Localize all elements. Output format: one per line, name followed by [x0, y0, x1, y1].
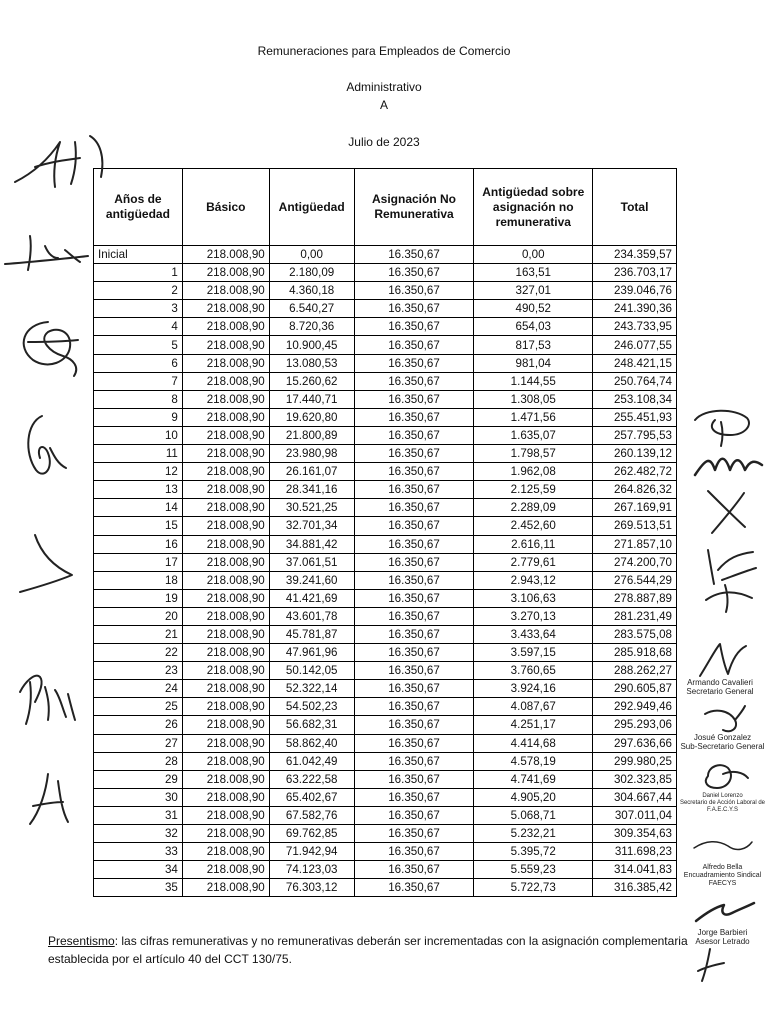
- table-cell: 16.350,67: [354, 644, 474, 662]
- table-cell: 218.008,90: [182, 390, 269, 408]
- signatory-3: [675, 793, 768, 814]
- document-level: A: [379, 98, 388, 112]
- table-cell: 163,51: [474, 264, 593, 282]
- table-cell: 3.433,64: [474, 625, 593, 643]
- table-cell: 28: [94, 752, 183, 770]
- table-cell: 21.800,89: [269, 426, 354, 444]
- table-cell: 3.270,13: [474, 607, 593, 625]
- table-row: [94, 499, 677, 517]
- table-cell: 32: [94, 825, 183, 843]
- table-cell: 16.350,67: [354, 264, 474, 282]
- table-cell: 6: [94, 354, 183, 372]
- table-cell: 4.578,19: [474, 752, 593, 770]
- table-row: [94, 445, 677, 463]
- table-cell: 1.471,56: [474, 408, 593, 426]
- table-cell: 65.402,67: [269, 788, 354, 806]
- table-cell: 218.008,90: [182, 680, 269, 698]
- table-cell: 61.042,49: [269, 752, 354, 770]
- table-row: [94, 607, 677, 625]
- table-cell: 13: [94, 481, 183, 499]
- signatory-4-role: Encuadramiento Sindical FAECYS: [683, 872, 762, 887]
- table-cell: 314.041,83: [593, 861, 677, 879]
- table-cell: 276.544,29: [593, 571, 677, 589]
- table-cell: 16.350,67: [354, 680, 474, 698]
- table-cell: 257.795,53: [593, 426, 677, 444]
- table-row: [94, 372, 677, 390]
- table-cell: 1.962,08: [474, 463, 593, 481]
- table-cell: 5.559,23: [474, 861, 593, 879]
- table-cell: 239.046,76: [593, 282, 677, 300]
- table-cell: 39.241,60: [269, 571, 354, 589]
- table-row: [94, 806, 677, 824]
- table-cell: 316.385,42: [593, 879, 677, 897]
- table-cell: 16.350,67: [354, 662, 474, 680]
- table-cell: 283.575,08: [593, 625, 677, 643]
- table-cell: 218.008,90: [182, 282, 269, 300]
- table-cell: 218.008,90: [182, 843, 269, 861]
- table-cell: 33: [94, 843, 183, 861]
- table-row: [94, 300, 677, 318]
- table-cell: 4.360,18: [269, 282, 354, 300]
- table-cell: 8.720,36: [269, 318, 354, 336]
- column-header-years: Años de antigüedad: [94, 169, 183, 246]
- table-cell: 3.106,63: [474, 589, 593, 607]
- signature-15: [693, 756, 753, 796]
- table-cell: 16.350,67: [354, 517, 474, 535]
- table-cell: 43.601,78: [269, 607, 354, 625]
- table-cell: 8: [94, 390, 183, 408]
- table-cell: 16.350,67: [354, 481, 474, 499]
- signatory-4-name: Alfredo Bella: [702, 864, 743, 871]
- table-cell: 292.949,46: [593, 698, 677, 716]
- table-cell: 3.924,16: [474, 680, 593, 698]
- table-row: [94, 589, 677, 607]
- table-cell: 2.943,12: [474, 571, 593, 589]
- table-cell: 9: [94, 408, 183, 426]
- table-cell: 295.293,06: [593, 716, 677, 734]
- table-row: [94, 390, 677, 408]
- signature-3: [8, 312, 93, 382]
- table-cell: 218.008,90: [182, 535, 269, 553]
- table-cell: 10.900,45: [269, 336, 354, 354]
- table-cell: 74.123,03: [269, 861, 354, 879]
- signature-9: [690, 445, 765, 485]
- table-cell: 16.350,67: [354, 372, 474, 390]
- signatory-5-name: Jorge Barbieri: [697, 928, 748, 937]
- table-row: [94, 354, 677, 372]
- signature-7: [18, 766, 78, 832]
- table-cell: 25: [94, 698, 183, 716]
- signatory-5: [680, 928, 765, 946]
- table-row: [94, 698, 677, 716]
- signature-13: [690, 640, 755, 680]
- table-cell: 0,00: [269, 246, 354, 264]
- table-cell: 16.350,67: [354, 408, 474, 426]
- table-cell: 2.452,60: [474, 517, 593, 535]
- table-cell: 218.008,90: [182, 426, 269, 444]
- table-cell: 4: [94, 318, 183, 336]
- table-cell: 26.161,07: [269, 463, 354, 481]
- presentismo-note: [48, 932, 688, 968]
- signature-6: [10, 662, 80, 730]
- table-cell: 2.779,61: [474, 553, 593, 571]
- table-cell: 309.354,63: [593, 825, 677, 843]
- table-cell: 30.521,25: [269, 499, 354, 517]
- table-row: [94, 517, 677, 535]
- table-cell: 16.350,67: [354, 698, 474, 716]
- table-cell: 817,53: [474, 336, 593, 354]
- table-cell: 299.980,25: [593, 752, 677, 770]
- table-cell: 76.303,12: [269, 879, 354, 897]
- table-cell: 218.008,90: [182, 264, 269, 282]
- table-cell: 31: [94, 806, 183, 824]
- table-cell: 4.414,68: [474, 734, 593, 752]
- table-cell: 16.350,67: [354, 553, 474, 571]
- table-cell: 218.008,90: [182, 481, 269, 499]
- table-cell: 1.798,57: [474, 445, 593, 463]
- column-header-non-remunerative: Asignación No Remunerativa: [354, 169, 474, 246]
- table-cell: 32.701,34: [269, 517, 354, 535]
- table-cell: 16.350,67: [354, 535, 474, 553]
- table-cell: 981,04: [474, 354, 593, 372]
- table-cell: 267.169,91: [593, 499, 677, 517]
- signature-17: [690, 895, 760, 930]
- table-cell: 218.008,90: [182, 752, 269, 770]
- table-row: [94, 644, 677, 662]
- table-cell: 29: [94, 770, 183, 788]
- table-cell: 16.350,67: [354, 843, 474, 861]
- table-row: [94, 861, 677, 879]
- table-cell: 218.008,90: [182, 625, 269, 643]
- table-cell: 27: [94, 734, 183, 752]
- table-cell: 18: [94, 571, 183, 589]
- note-label: Presentismo: [48, 934, 115, 948]
- table-cell: 236.703,17: [593, 264, 677, 282]
- table-cell: 255.451,93: [593, 408, 677, 426]
- table-row: [94, 571, 677, 589]
- table-cell: 6.540,27: [269, 300, 354, 318]
- table-cell: 54.502,23: [269, 698, 354, 716]
- table-cell: 16.350,67: [354, 825, 474, 843]
- table-row: [94, 282, 677, 300]
- note-text: : las cifras remunerativas y no remunerativas deberán ser incrementadas con la asignación complementaria establecida por el artículo 40 del CCT 130/75.: [48, 934, 688, 966]
- table-cell: 28.341,16: [269, 481, 354, 499]
- table-body: [94, 246, 677, 897]
- table-cell: 218.008,90: [182, 354, 269, 372]
- table-cell: 288.262,27: [593, 662, 677, 680]
- signatory-5-role: Asesor Letrado: [695, 937, 750, 946]
- signature-16: [688, 830, 758, 860]
- table-cell: 16.350,67: [354, 571, 474, 589]
- table-cell: 4.741,69: [474, 770, 593, 788]
- table-cell: 5.395,72: [474, 843, 593, 861]
- table-cell: 218.008,90: [182, 336, 269, 354]
- table-cell: 250.764,74: [593, 372, 677, 390]
- table-cell: 22: [94, 644, 183, 662]
- table-row: [94, 734, 677, 752]
- table-cell: 45.781,87: [269, 625, 354, 643]
- signature-1: [5, 122, 115, 202]
- table-cell: 16: [94, 535, 183, 553]
- table-cell: 19.620,80: [269, 408, 354, 426]
- column-header-basic: Básico: [182, 169, 269, 246]
- table-cell: 327,01: [474, 282, 593, 300]
- table-cell: 5.722,73: [474, 879, 593, 897]
- table-cell: 35: [94, 879, 183, 897]
- table-cell: 37.061,51: [269, 553, 354, 571]
- table-cell: 218.008,90: [182, 318, 269, 336]
- signatory-2-name: Josué Gonzalez: [693, 733, 752, 742]
- table-cell: 3.597,15: [474, 644, 593, 662]
- document-title: Remuneraciones para Empleados de Comercio: [257, 44, 511, 58]
- table-cell: 1.635,07: [474, 426, 593, 444]
- table-cell: 218.008,90: [182, 734, 269, 752]
- table-row: [94, 318, 677, 336]
- table-cell: 218.008,90: [182, 698, 269, 716]
- table-cell: 24: [94, 680, 183, 698]
- table-row: [94, 680, 677, 698]
- table-cell: 218.008,90: [182, 770, 269, 788]
- table-cell: 16.350,67: [354, 426, 474, 444]
- table-row: [94, 770, 677, 788]
- table-row: [94, 264, 677, 282]
- table-header-row: [94, 169, 677, 246]
- table-cell: 218.008,90: [182, 589, 269, 607]
- table-cell: 16.350,67: [354, 463, 474, 481]
- table-cell: 4.905,20: [474, 788, 593, 806]
- signatory-3-name: Daniel Lorenzo: [702, 793, 743, 799]
- table-cell: 12: [94, 463, 183, 481]
- table-cell: 15: [94, 517, 183, 535]
- table-cell: 218.008,90: [182, 788, 269, 806]
- signatory-1-role: Secretario General: [686, 687, 754, 696]
- table-row: [94, 716, 677, 734]
- table-cell: 1.144,55: [474, 372, 593, 390]
- table-cell: 16.350,67: [354, 336, 474, 354]
- table-cell: 5.232,21: [474, 825, 593, 843]
- signatory-2: [675, 733, 768, 751]
- table-cell: 16.350,67: [354, 625, 474, 643]
- signature-18: [690, 945, 730, 985]
- table-cell: 50.142,05: [269, 662, 354, 680]
- table-cell: 264.826,32: [593, 481, 677, 499]
- table-row: [94, 625, 677, 643]
- table-cell: 16.350,67: [354, 734, 474, 752]
- table-cell: 218.008,90: [182, 825, 269, 843]
- table-cell: 13.080,53: [269, 354, 354, 372]
- table-row: [94, 752, 677, 770]
- table-cell: 218.008,90: [182, 553, 269, 571]
- table-cell: 16.350,67: [354, 246, 474, 264]
- table-cell: 69.762,85: [269, 825, 354, 843]
- table-row: [94, 336, 677, 354]
- table-cell: 41.421,69: [269, 589, 354, 607]
- table-cell: 274.200,70: [593, 553, 677, 571]
- column-header-total: Total: [593, 169, 677, 246]
- table-cell: 16.350,67: [354, 770, 474, 788]
- table-cell: 281.231,49: [593, 607, 677, 625]
- table-cell: 269.513,51: [593, 517, 677, 535]
- table-cell: 2.125,59: [474, 481, 593, 499]
- table-cell: 71.942,94: [269, 843, 354, 861]
- table-cell: 248.421,15: [593, 354, 677, 372]
- table-cell: 4.087,67: [474, 698, 593, 716]
- column-header-seniority-non-remunerative: Antigüedad sobre asignación no remunerativa: [474, 169, 593, 246]
- signature-2: [0, 228, 95, 276]
- table-cell: 311.698,23: [593, 843, 677, 861]
- table-cell: 21: [94, 625, 183, 643]
- table-cell: 285.918,68: [593, 644, 677, 662]
- table-cell: 2.289,09: [474, 499, 593, 517]
- table-cell: 7: [94, 372, 183, 390]
- table-cell: 16.350,67: [354, 607, 474, 625]
- table-cell: 1: [94, 264, 183, 282]
- table-cell: 246.077,55: [593, 336, 677, 354]
- table-cell: 218.008,90: [182, 517, 269, 535]
- table-cell: 218.008,90: [182, 607, 269, 625]
- table-row: [94, 246, 677, 264]
- table-cell: 56.682,31: [269, 716, 354, 734]
- table-cell: 260.139,12: [593, 445, 677, 463]
- table-cell: Inicial: [94, 246, 183, 264]
- table-row: [94, 879, 677, 897]
- signature-5: [10, 530, 80, 600]
- table-row: [94, 408, 677, 426]
- table-cell: 67.582,76: [269, 806, 354, 824]
- table-cell: 16.350,67: [354, 499, 474, 517]
- table-cell: 218.008,90: [182, 445, 269, 463]
- table-cell: 2: [94, 282, 183, 300]
- table-cell: 16.350,67: [354, 788, 474, 806]
- table-cell: 17.440,71: [269, 390, 354, 408]
- table-cell: 218.008,90: [182, 571, 269, 589]
- table-cell: 243.733,95: [593, 318, 677, 336]
- table-cell: 218.008,90: [182, 372, 269, 390]
- table-cell: 16.350,67: [354, 390, 474, 408]
- table-cell: 218.008,90: [182, 861, 269, 879]
- table-cell: 16.350,67: [354, 445, 474, 463]
- table-cell: 654,03: [474, 318, 593, 336]
- table-cell: 16.350,67: [354, 282, 474, 300]
- table-cell: 16.350,67: [354, 716, 474, 734]
- table-cell: 20: [94, 607, 183, 625]
- table-cell: 271.857,10: [593, 535, 677, 553]
- table-cell: 218.008,90: [182, 246, 269, 264]
- table-cell: 16.350,67: [354, 318, 474, 336]
- table-cell: 16.350,67: [354, 879, 474, 897]
- table-cell: 30: [94, 788, 183, 806]
- column-header-seniority: Antigüedad: [269, 169, 354, 246]
- signatory-1-name: Armando Cavalieri: [687, 678, 753, 687]
- table-cell: 14: [94, 499, 183, 517]
- signatory-4: [675, 864, 768, 888]
- signatory-2-role: Sub-Secretario General: [680, 742, 765, 751]
- table-cell: 16.350,67: [354, 300, 474, 318]
- table-row: [94, 463, 677, 481]
- table-cell: 218.008,90: [182, 408, 269, 426]
- table-cell: 253.108,34: [593, 390, 677, 408]
- table-cell: 5: [94, 336, 183, 354]
- table-cell: 47.961,96: [269, 644, 354, 662]
- table-cell: 218.008,90: [182, 716, 269, 734]
- table-cell: 17: [94, 553, 183, 571]
- table-row: [94, 788, 677, 806]
- table-cell: 262.482,72: [593, 463, 677, 481]
- table-cell: 16.350,67: [354, 806, 474, 824]
- signatory-3-role: Secretario de Acción Laboral de F.A.E.C.Y.S: [679, 800, 766, 813]
- table-row: [94, 843, 677, 861]
- table-cell: 23: [94, 662, 183, 680]
- table-cell: 218.008,90: [182, 499, 269, 517]
- signature-10: [700, 485, 755, 540]
- table-cell: 490,52: [474, 300, 593, 318]
- table-row: [94, 553, 677, 571]
- table-cell: 3: [94, 300, 183, 318]
- table-cell: 1.308,05: [474, 390, 593, 408]
- table-cell: 304.667,44: [593, 788, 677, 806]
- table-cell: 278.887,89: [593, 589, 677, 607]
- table-row: [94, 481, 677, 499]
- table-cell: 16.350,67: [354, 752, 474, 770]
- table-cell: 10: [94, 426, 183, 444]
- table-cell: 302.323,85: [593, 770, 677, 788]
- table-cell: 218.008,90: [182, 879, 269, 897]
- table-cell: 218.008,90: [182, 300, 269, 318]
- table-cell: 297.636,66: [593, 734, 677, 752]
- table-cell: 23.980,98: [269, 445, 354, 463]
- table-cell: 290.605,87: [593, 680, 677, 698]
- table-cell: 63.222,58: [269, 770, 354, 788]
- table-cell: 15.260,62: [269, 372, 354, 390]
- table-cell: 16.350,67: [354, 861, 474, 879]
- table-cell: 11: [94, 445, 183, 463]
- table-cell: 34: [94, 861, 183, 879]
- table-cell: 2.180,09: [269, 264, 354, 282]
- table-cell: 16.350,67: [354, 354, 474, 372]
- table-cell: 0,00: [474, 246, 593, 264]
- signatory-1: [670, 678, 768, 696]
- table-cell: 5.068,71: [474, 806, 593, 824]
- table-cell: 218.008,90: [182, 463, 269, 481]
- document-period: Julio de 2023: [348, 135, 420, 149]
- table-row: [94, 662, 677, 680]
- signature-8: [685, 400, 760, 450]
- table-row: [94, 426, 677, 444]
- document-category: Administrativo: [346, 80, 422, 94]
- table-cell: 16.350,67: [354, 589, 474, 607]
- table-cell: 218.008,90: [182, 662, 269, 680]
- table-cell: 234.359,57: [593, 246, 677, 264]
- signature-12: [700, 580, 760, 615]
- table-cell: 218.008,90: [182, 806, 269, 824]
- table-cell: 19: [94, 589, 183, 607]
- table-cell: 34.881,42: [269, 535, 354, 553]
- table-cell: 58.862,40: [269, 734, 354, 752]
- table-cell: 26: [94, 716, 183, 734]
- table-row: [94, 825, 677, 843]
- table-cell: 218.008,90: [182, 644, 269, 662]
- table-cell: 2.616,11: [474, 535, 593, 553]
- table-cell: 307.011,04: [593, 806, 677, 824]
- table-row: [94, 535, 677, 553]
- table-cell: 4.251,17: [474, 716, 593, 734]
- table-cell: 52.322,14: [269, 680, 354, 698]
- signature-4: [14, 408, 74, 483]
- table-cell: 241.390,36: [593, 300, 677, 318]
- salary-table: [93, 168, 677, 897]
- table-cell: 3.760,65: [474, 662, 593, 680]
